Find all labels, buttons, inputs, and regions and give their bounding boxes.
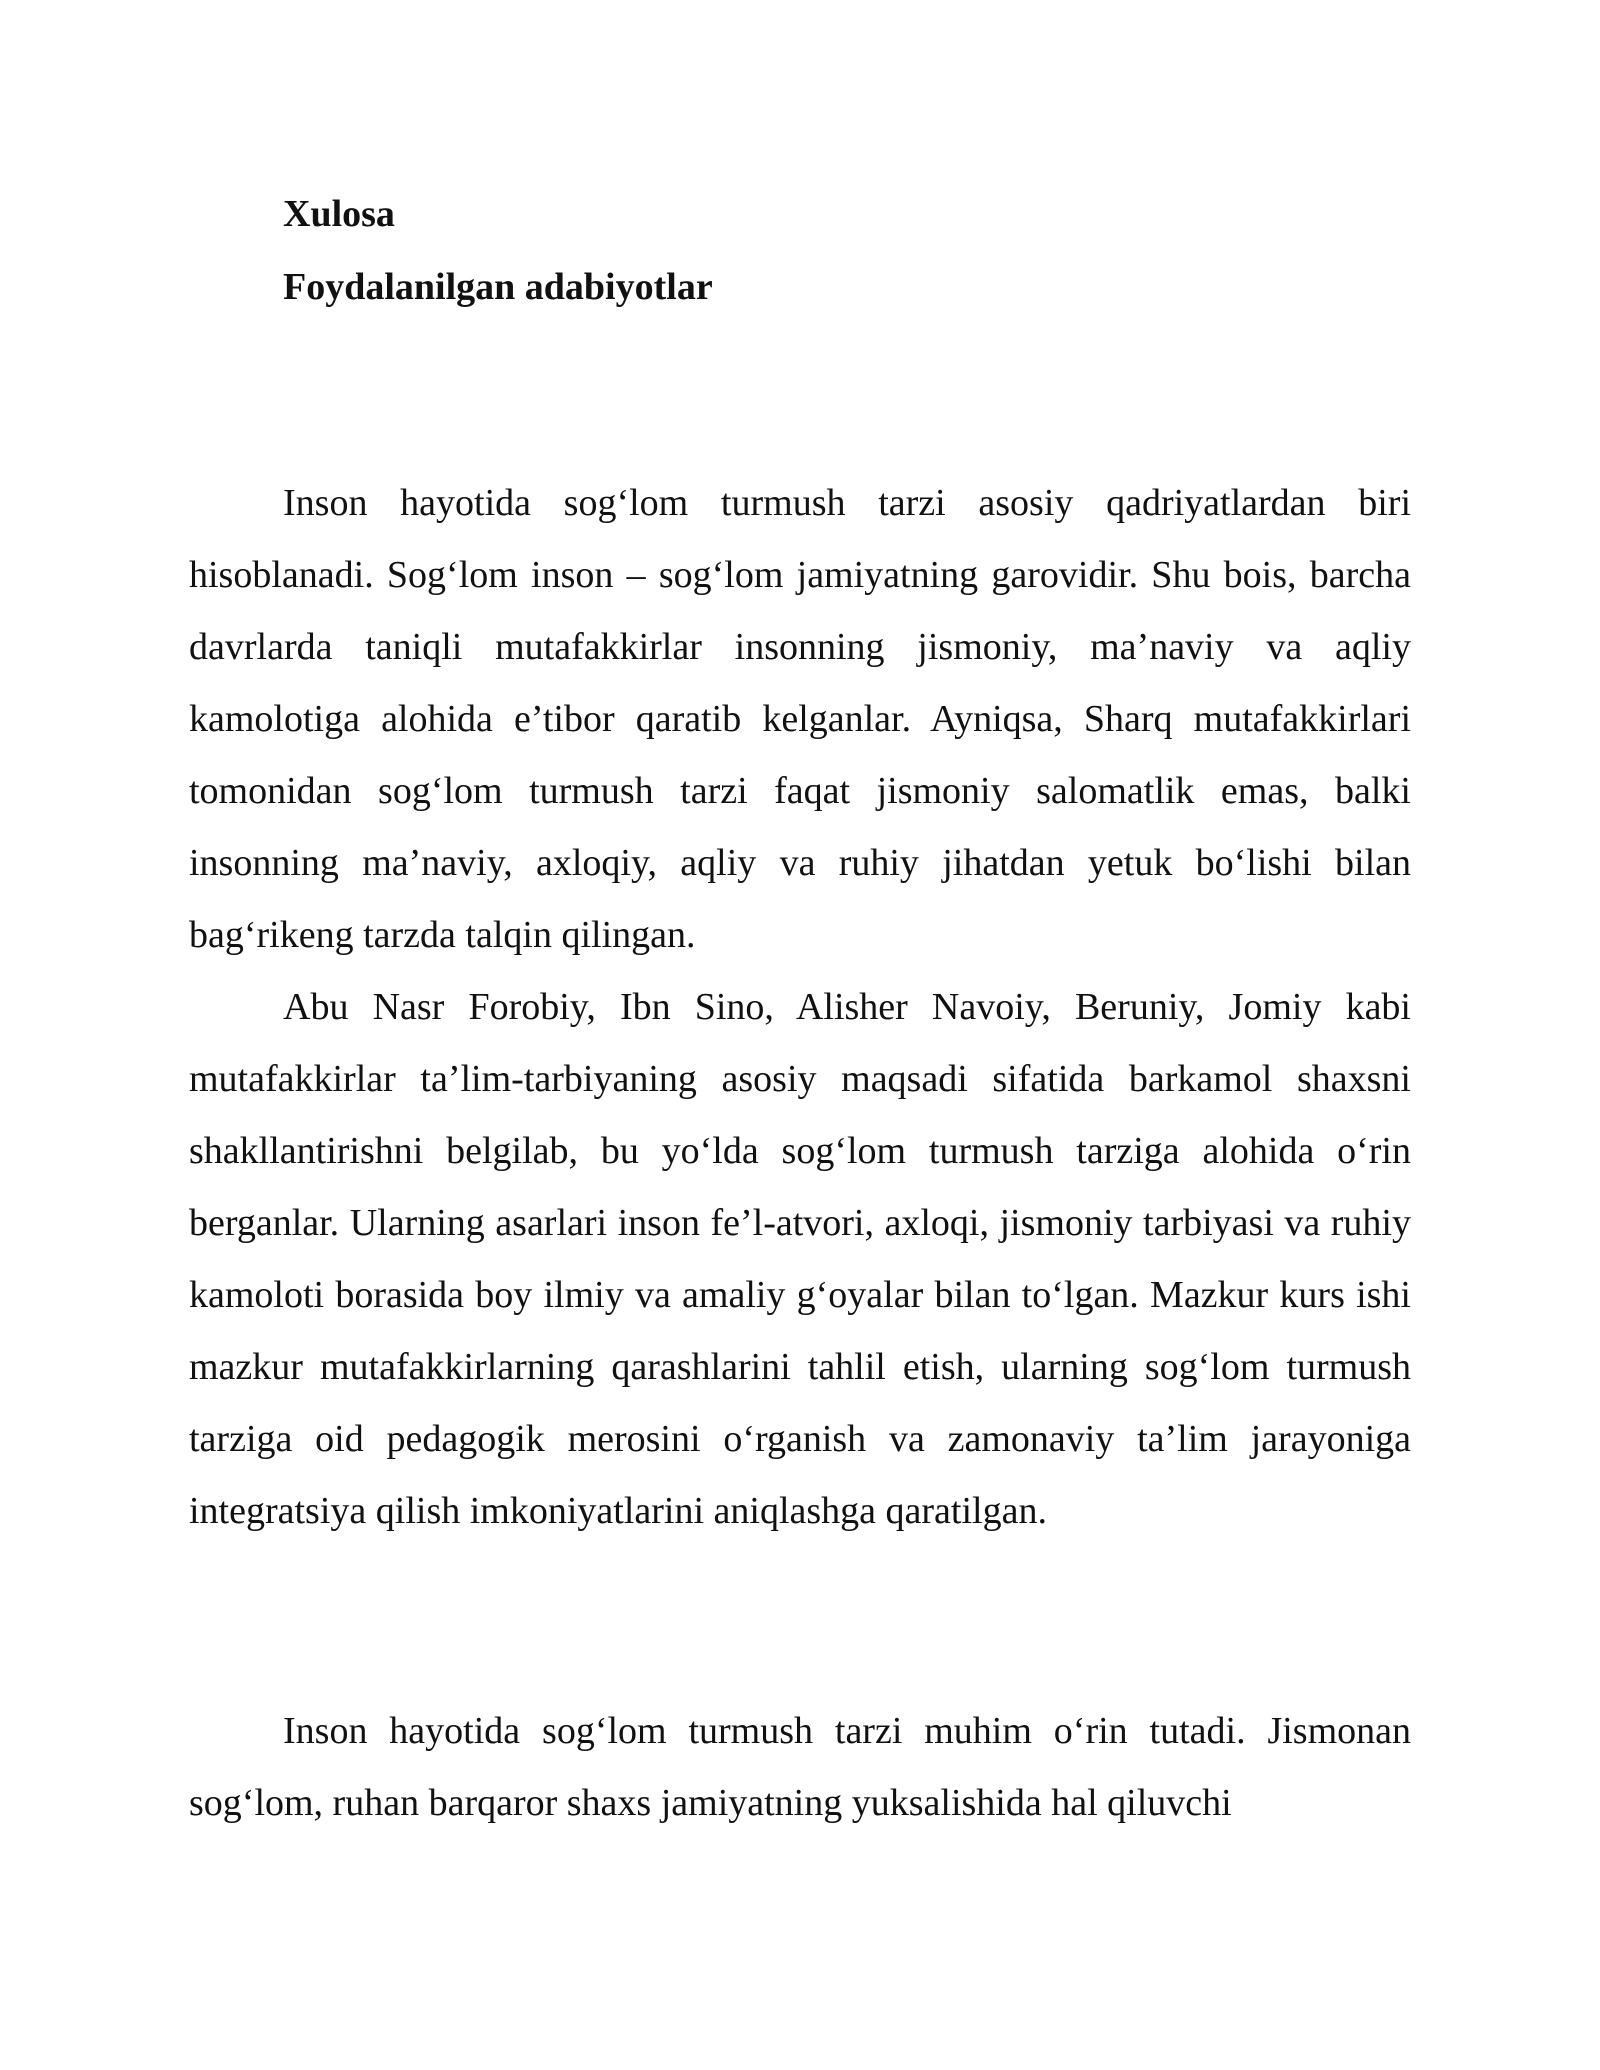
paragraph: Inson hayotida sog‘lom turmush tarzi muhim o‘rin tutadi. Jismonan sog‘lom, ruhan barqaror shaxs jamiyatning yuksalishida hal qiluvchi xyxy=(189,1710,1411,1824)
body-text-block xyxy=(189,1695,1411,1839)
paragraph: Abu Nasr Forobiy, Ibn Sino, Alisher Navoiy, Beruniy, Jomiy kabi mutafakkirlar ta’lim-tarbiyaning asosiy maqsadi sifatida barkamol shaxsni shakllantirishni belgilab, bu yo‘lda sog‘lom turmush tarziga alohida o‘rin berganlar. Ularning asarlari inson fe’l-atvori, axloqi, jismoniy tarbiyasi va ruhiy kamoloti borasida boy ilmiy va amaliy g‘oyalar bilan to‘lgan. Mazkur kurs ishi mazkur mutafakkirlarning qarashlarini tahlil etish, ularning sog‘lom turmush tarziga oid pedagogik merosini o‘rganish va zamonaviy ta’lim jarayoniga integratsiya qilish imkoniyatlarini aniqlashga qaratilgan. xyxy=(189,986,1411,1532)
heading-conclusion: Xulosa xyxy=(283,193,395,235)
body-text-block xyxy=(189,467,1411,1547)
heading-references: Foydalanilgan adabiyotlar xyxy=(283,266,713,308)
paragraph: Inson hayotida sog‘lom turmush tarzi asosiy qadriyatlardan biri hisoblanadi. Sog‘lom inson – sog‘lom jamiyatning garovidir. Shu bois, barcha davrlarda taniqli mutafakkirlar insonning jismoniy, ma’naviy va aqliy kamolotiga alohida e’tibor qaratib kelganlar. Ayniqsa, Sharq mutafakkirlari tomonidan sog‘lom turmush tarzi faqat jismoniy salomatlik emas, balki insonning ma’naviy, axloqiy, aqliy va ruhiy jihatdan yetuk bo‘lishi bilan bag‘rikeng tarzda talqin qilingan. xyxy=(189,482,1411,956)
